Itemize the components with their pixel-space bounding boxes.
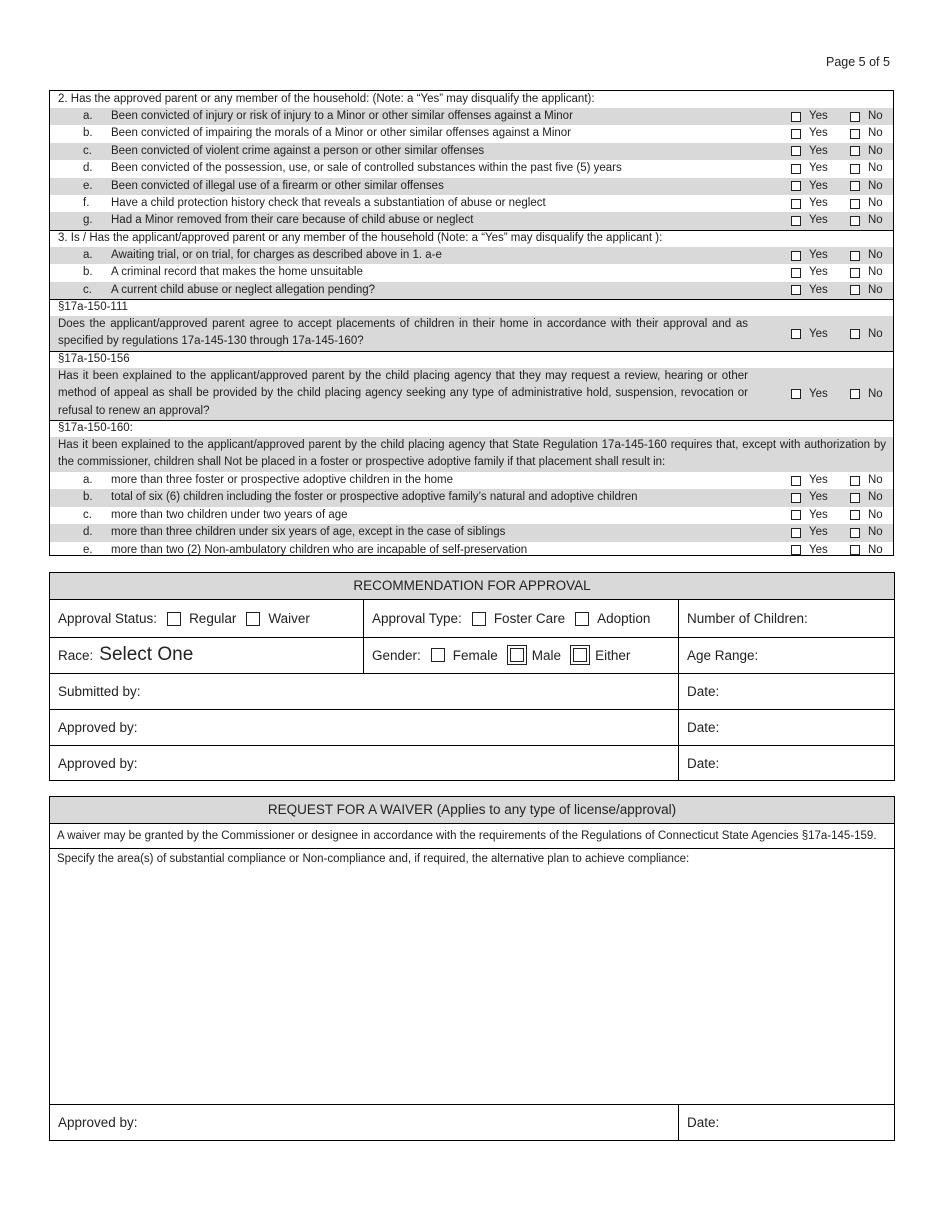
- foster-care-checkbox[interactable]: [472, 612, 486, 626]
- q2-yes[interactable]: Yes: [791, 160, 828, 177]
- item-letter: c.: [83, 144, 92, 157]
- recommendation-table: [49, 572, 895, 781]
- q3-yes[interactable]: Yes: [791, 282, 828, 299]
- q3-heading: 3. Is / Has the applicant/approved parent or any member of the household (Note: a “Yes” may disqualify the applicant ):: [58, 232, 663, 244]
- checkbox[interactable]: [791, 389, 801, 399]
- checkbox[interactable]: [791, 251, 801, 261]
- item-letter: c.: [83, 283, 92, 296]
- waiver-note: A waiver may be granted by the Commissioner or designee in accordance with the requirements of the Regulations of Connecticut State Agencies §17a-145-159.: [50, 824, 894, 849]
- checkbox[interactable]: [791, 493, 801, 503]
- checkbox[interactable]: [791, 199, 801, 209]
- q2-no[interactable]: No: [850, 195, 883, 212]
- checkbox[interactable]: [850, 285, 860, 295]
- checkbox[interactable]: [791, 510, 801, 520]
- checkbox[interactable]: [850, 493, 860, 503]
- q2-yes[interactable]: Yes: [791, 195, 828, 212]
- s160-no[interactable]: No: [850, 489, 883, 506]
- section-160-text: Has it been explained to the applicant/approved parent by the child placing agency that State Regulation 17a-145-160 requires that, except with authorization by the commissioner, children shall Not be placed in a foster or prospective adoptive family if that placement shall result in:: [58, 439, 886, 469]
- section-111: [50, 299, 893, 351]
- checkbox[interactable]: [850, 129, 860, 139]
- submitted-date-cell[interactable]: Date:: [687, 683, 720, 699]
- item-letter: b.: [83, 266, 93, 279]
- checkbox[interactable]: [791, 129, 801, 139]
- approved-by-cell-1[interactable]: Approved by:: [50, 709, 679, 745]
- item-letter: d.: [83, 162, 93, 175]
- waiver-specify-label: Specify the area(s) of substantial compliance or Non-compliance and, if required, the alternative plan to achieve compliance:: [57, 853, 690, 865]
- waiver-specify-area[interactable]: [50, 849, 894, 1105]
- item-text: Been convicted of the possession, use, or sale of controlled substances within the past five (5) years: [111, 162, 622, 175]
- item-text: Had a Minor removed from their care because of child abuse or neglect: [111, 214, 474, 227]
- item-letter: a.: [83, 474, 93, 486]
- waiver-table: [49, 796, 895, 1141]
- section-156: [50, 351, 893, 420]
- recommendation-title: RECOMMENDATION FOR APPROVAL: [50, 573, 894, 600]
- section-156-ref: §17a-150-156: [58, 353, 130, 365]
- q2-no[interactable]: No: [850, 108, 883, 125]
- race-select[interactable]: Select One: [99, 644, 194, 665]
- waiver-checkbox[interactable]: [246, 612, 260, 626]
- checkbox[interactable]: [850, 146, 860, 156]
- s160-no[interactable]: No: [850, 524, 883, 541]
- questions-section: [49, 90, 894, 556]
- checkbox[interactable]: [791, 476, 801, 486]
- s156-no[interactable]: No: [850, 385, 883, 402]
- item-text: Have a child protection history check that reveals a substantiation of abuse or neglect: [111, 197, 546, 209]
- q3-no[interactable]: No: [850, 247, 883, 264]
- q2-item: [50, 160, 893, 177]
- item-text: Been convicted of violent crime against a person or other similar offenses: [111, 144, 485, 157]
- q2-item: [50, 212, 893, 229]
- s111-no[interactable]: No: [850, 325, 883, 342]
- checkbox[interactable]: [850, 112, 860, 122]
- checkbox[interactable]: [850, 476, 860, 486]
- checkbox[interactable]: [850, 164, 860, 174]
- q2-yes[interactable]: Yes: [791, 143, 828, 160]
- approval-type-cell: Approval Type: Foster Care Adoption: [364, 600, 679, 637]
- item-text: Been convicted of injury or risk of injury to a Minor or other similar offenses against a Minor: [111, 110, 573, 122]
- item-text: more than three foster or prospective adoptive children in the home: [111, 474, 453, 486]
- s156-yes[interactable]: Yes: [791, 385, 828, 402]
- q2-item: [50, 195, 893, 212]
- checkbox[interactable]: [850, 251, 860, 261]
- approved-by-cell-2[interactable]: Approved by:: [50, 745, 679, 781]
- s160-yes[interactable]: Yes: [791, 524, 828, 541]
- item-text: Been convicted of impairing the morals of a Minor or other similar offenses against a Minor: [111, 127, 572, 140]
- q2-no[interactable]: No: [850, 143, 883, 160]
- s160-yes[interactable]: Yes: [791, 507, 828, 524]
- race-cell: Race: Select One: [50, 637, 364, 673]
- checkbox[interactable]: [850, 199, 860, 209]
- q2-yes[interactable]: Yes: [791, 178, 828, 195]
- item-text: Been convicted of illegal use of a firearm or other similar offenses: [111, 179, 444, 192]
- waiver-date-cell[interactable]: Date:: [687, 1115, 720, 1130]
- q2-no[interactable]: No: [850, 125, 883, 142]
- item-letter: b.: [83, 491, 93, 504]
- s160-no[interactable]: No: [850, 507, 883, 524]
- q3-no[interactable]: No: [850, 282, 883, 299]
- checkbox[interactable]: [850, 329, 860, 339]
- q2-no[interactable]: No: [850, 212, 883, 229]
- q2-no[interactable]: No: [850, 160, 883, 177]
- q2-item: [50, 125, 893, 142]
- s160-item: [50, 507, 893, 524]
- checkbox[interactable]: [791, 146, 801, 156]
- item-letter: e.: [83, 543, 93, 556]
- q2-heading: 2. Has the approved parent or any member of the household: (Note: a “Yes” may disqualify the applicant):: [58, 93, 595, 105]
- adoption-checkbox[interactable]: [575, 612, 589, 626]
- s160-yes[interactable]: Yes: [791, 542, 828, 559]
- waiver-approved-by-cell[interactable]: Approved by:: [50, 1104, 679, 1141]
- checkbox[interactable]: [850, 216, 860, 226]
- q2-yes[interactable]: Yes: [791, 108, 828, 125]
- q3-item: [50, 282, 893, 299]
- approved-date-cell-1[interactable]: Date:: [687, 719, 720, 735]
- female-checkbox[interactable]: [431, 648, 445, 662]
- item-text: Awaiting trial, or on trial, for charges as described above in 1. a-e: [111, 249, 442, 261]
- item-letter: b.: [83, 127, 93, 140]
- submitted-by-cell[interactable]: Submitted by:: [50, 673, 679, 709]
- q3-yes[interactable]: Yes: [791, 264, 828, 281]
- item-letter: f.: [83, 197, 90, 209]
- section-160: [50, 420, 893, 472]
- s160-item: [50, 524, 893, 541]
- checkbox[interactable]: [850, 389, 860, 399]
- approved-date-cell-2[interactable]: Date:: [687, 755, 720, 771]
- checkbox[interactable]: [791, 181, 801, 191]
- gender-cell: Gender: Female Male Either: [364, 637, 679, 673]
- checkbox[interactable]: [850, 268, 860, 278]
- q2-item: [50, 108, 893, 125]
- either-checkbox[interactable]: [573, 648, 587, 662]
- s160-no[interactable]: No: [850, 472, 883, 489]
- checkbox[interactable]: [791, 528, 801, 538]
- checkbox[interactable]: [850, 181, 860, 191]
- item-letter: d.: [83, 526, 93, 539]
- item-letter: g.: [83, 214, 93, 227]
- item-text: A criminal record that makes the home unsuitable: [111, 266, 363, 279]
- q2-item: [50, 178, 893, 195]
- s160-item: [50, 489, 893, 506]
- item-letter: e.: [83, 179, 93, 192]
- checkbox[interactable]: [791, 285, 801, 295]
- q3-item: [50, 247, 893, 264]
- q3-yes[interactable]: Yes: [791, 247, 828, 264]
- checkbox[interactable]: [791, 329, 801, 339]
- section-160-ref: §17a-150-160:: [58, 422, 133, 434]
- page-number: Page 5 of 5: [826, 55, 890, 69]
- checkbox[interactable]: [791, 268, 801, 278]
- item-letter: c.: [83, 508, 92, 521]
- section-156-text: Has it been explained to the applicant/approved parent by the child placing agency that they may request a review, hearing or other method of appeal as shall be provided by the child placing agency seeking any type of administrative hold, suspension, revocation or refusal to renew an approval?: [58, 370, 748, 417]
- q2-yes[interactable]: Yes: [791, 212, 828, 229]
- section-111-ref: §17a-150-111: [58, 301, 128, 313]
- regular-checkbox[interactable]: [167, 612, 181, 626]
- male-checkbox[interactable]: [510, 648, 524, 662]
- checkbox[interactable]: [791, 164, 801, 174]
- checkbox[interactable]: [791, 545, 801, 555]
- checkbox[interactable]: [791, 112, 801, 122]
- s160-item: [50, 542, 893, 559]
- s111-yes[interactable]: Yes: [791, 325, 828, 342]
- item-letter: a.: [83, 249, 93, 261]
- section-111-text: Does the applicant/approved parent agree to accept placements of children in their home in accordance with their approval and as specified by regulations 17a-145-130 through 17a-145-160?: [58, 318, 748, 348]
- checkbox[interactable]: [791, 216, 801, 226]
- s160-no[interactable]: No: [850, 542, 883, 559]
- q2-yes[interactable]: Yes: [791, 125, 828, 142]
- waiver-title: REQUEST FOR A WAIVER (Applies to any type of license/approval): [50, 797, 894, 824]
- item-text: more than two children under two years of age: [111, 508, 348, 521]
- approval-status-cell: Approval Status: Regular Waiver: [50, 600, 364, 637]
- age-range-cell[interactable]: Age Range:: [687, 647, 759, 663]
- s160-yes[interactable]: Yes: [791, 489, 828, 506]
- item-letter: a.: [83, 110, 93, 122]
- checkbox[interactable]: [850, 510, 860, 520]
- item-text: total of six (6) children including the foster or prospective adoptive family’s natural and adoptive children: [111, 491, 638, 504]
- item-text: more than three children under six years of age, except in the case of siblings: [111, 526, 506, 539]
- q3-item: [50, 264, 893, 281]
- number-of-children-cell[interactable]: Number of Children:: [687, 611, 808, 626]
- q2-item: [50, 143, 893, 160]
- s160-item: [50, 472, 893, 489]
- item-text: A current child abuse or neglect allegation pending?: [111, 283, 376, 296]
- item-text: more than two (2) Non-ambulatory children who are incapable of self-preservation: [111, 543, 528, 556]
- q2-no[interactable]: No: [850, 178, 883, 195]
- checkbox[interactable]: [850, 545, 860, 555]
- q3-no[interactable]: No: [850, 264, 883, 281]
- checkbox[interactable]: [850, 528, 860, 538]
- s160-yes[interactable]: Yes: [791, 472, 828, 489]
